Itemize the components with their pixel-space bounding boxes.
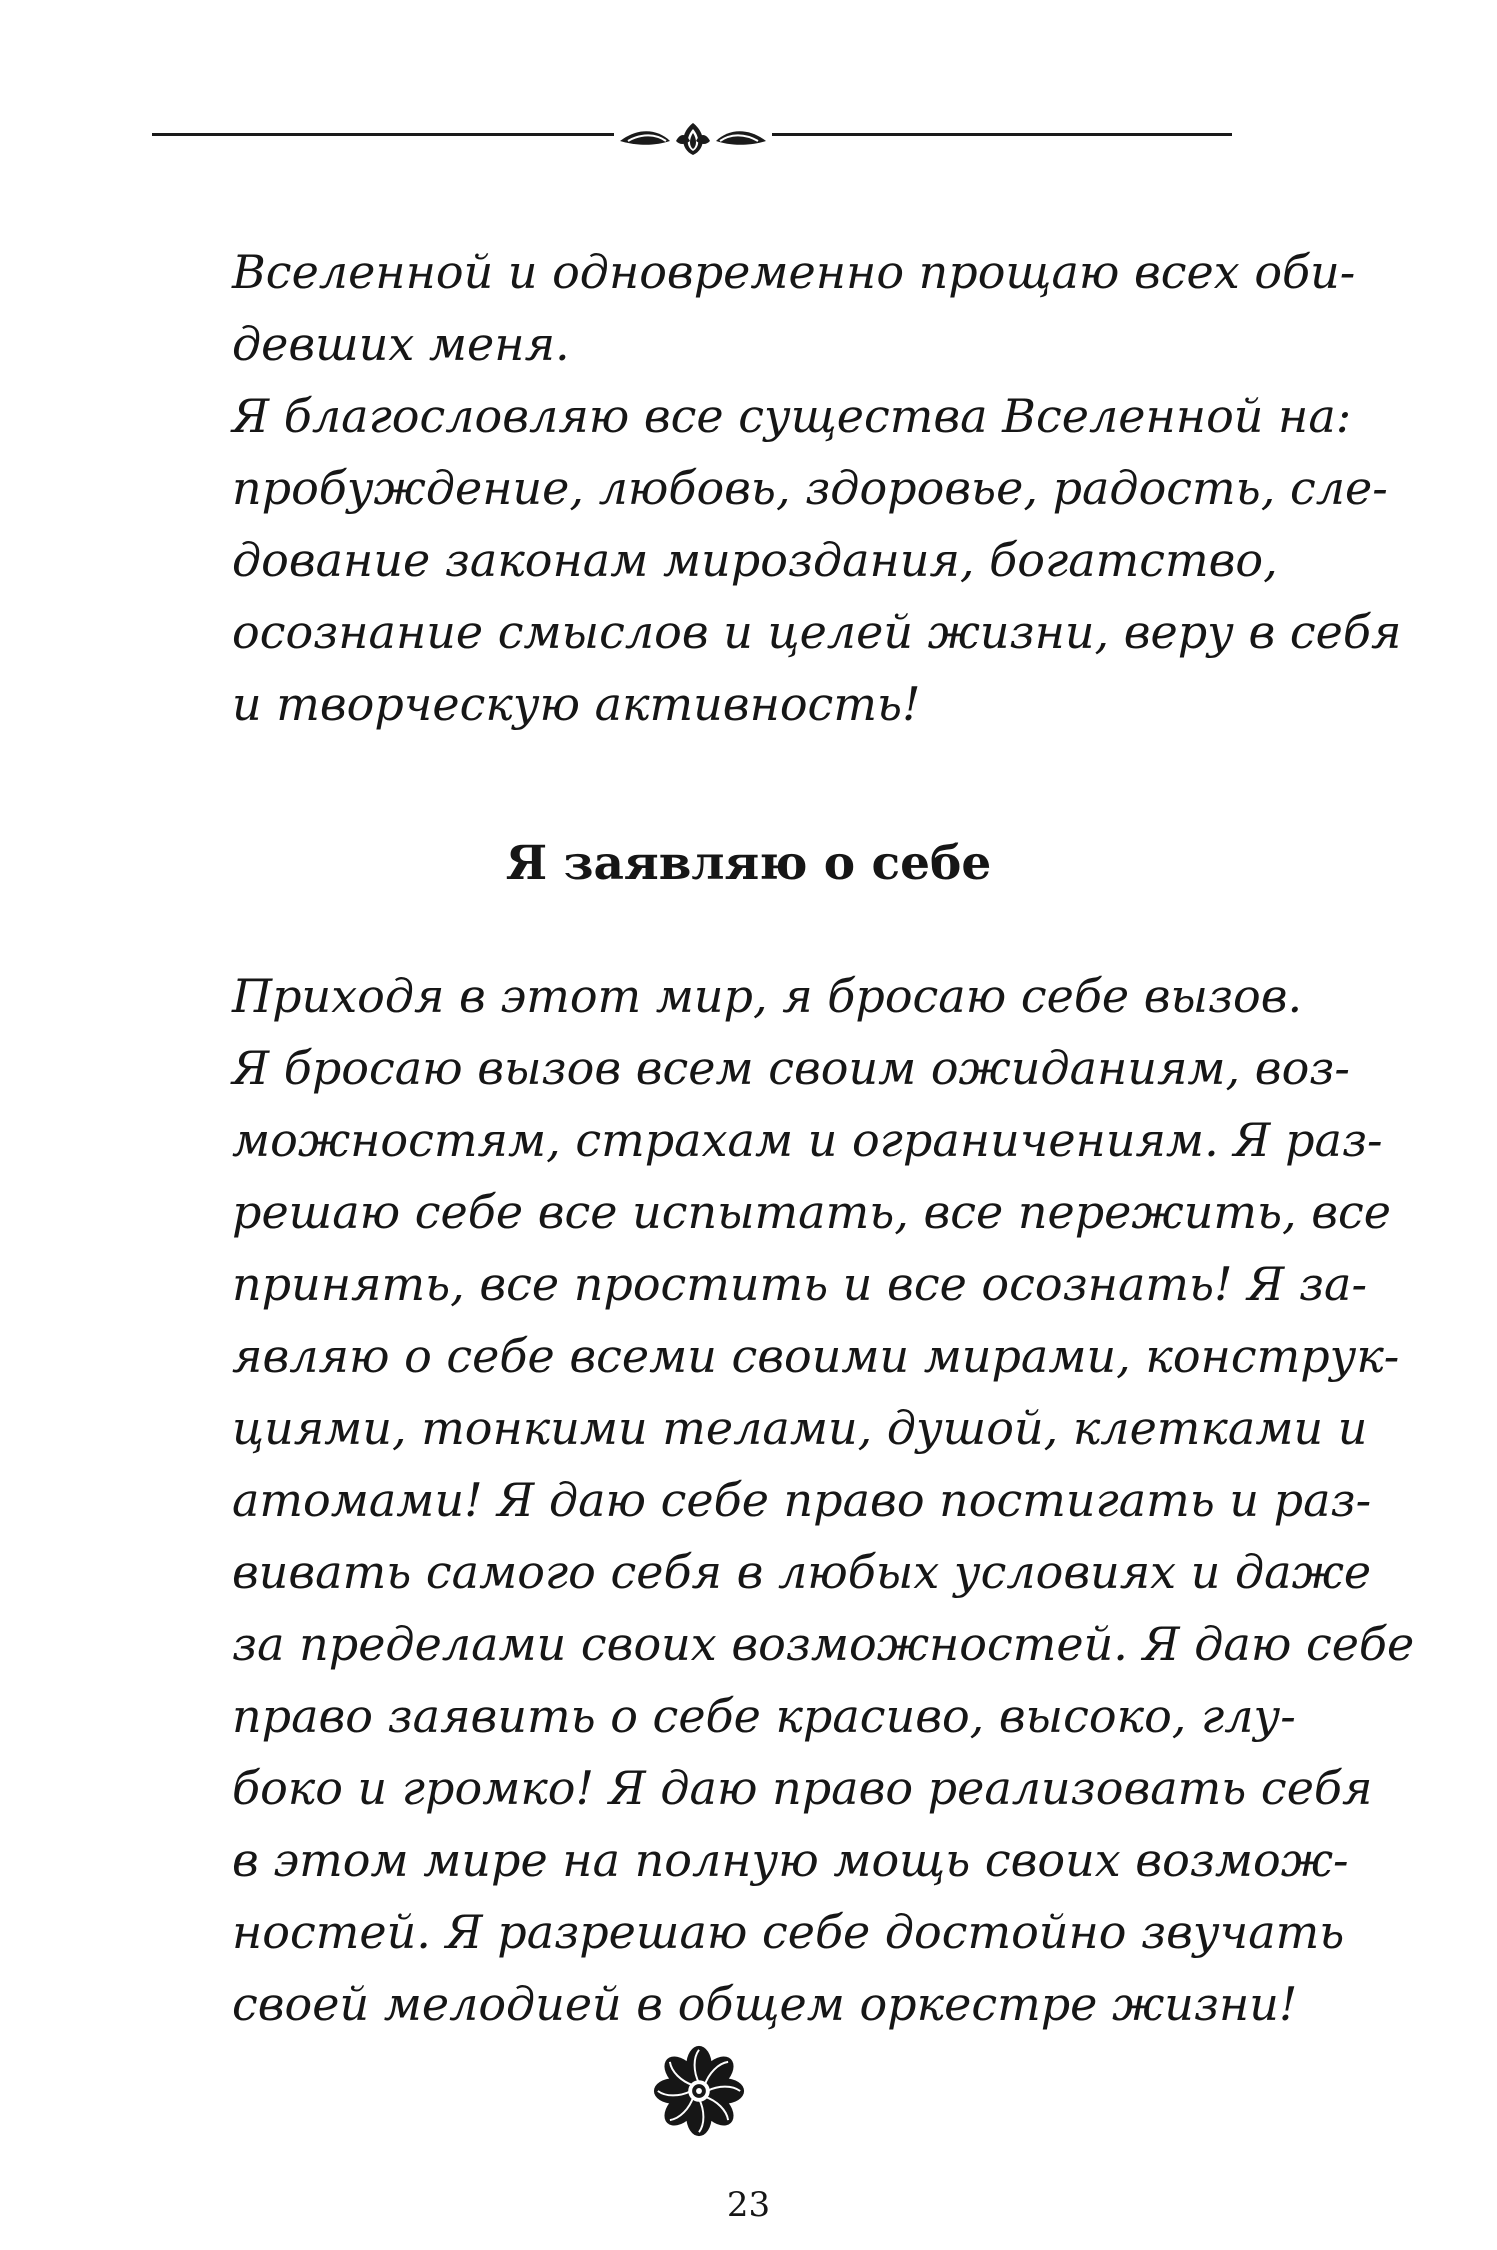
text-line: Вселенной и одновременно прощаю всех оби- [232,245,1356,299]
header-rule-right [772,133,1232,136]
text-line: в этом мире на полную мощь своих возмож- [232,1833,1349,1887]
text-line: ностей. Я разрешаю себе достойно звучать [232,1905,1345,1959]
text-line: Приходя в этот мир, я бросаю себе вызов. [232,969,1303,1023]
section-title: Я заявляю о себе [505,836,992,891]
text-line: вивать самого себя в любых условиях и даже [232,1545,1372,1599]
text-line: атомами! Я даю себе право постигать и раз- [232,1473,1372,1527]
text-line: девших меня. [232,317,570,371]
text-line: Я бросаю вызов всем своим ожиданиям, воз- [232,1041,1350,1095]
text-line: циями, тонкими телами, душой, клетками и [232,1401,1368,1455]
page-number: 23 [726,2185,771,2225]
flower-ornament-icon [650,2042,748,2140]
text-line: являю о себе всеми своими мирами, конструк- [232,1329,1400,1383]
text-line: дование законам мироздания, богатство, [232,533,1278,587]
paragraph-continuation [232,236,1402,740]
text-line: за пределами своих возможностей. Я даю себе [232,1617,1415,1671]
header-rule-left [152,133,614,136]
text-line: и творческую активность! [232,677,921,731]
section-paragraph [232,960,1415,2040]
text-line: право заявить о себе красиво, высоко, глу- [232,1689,1296,1743]
text-line: принять, все простить и все осознать! Я за- [232,1257,1367,1311]
text-line: осознание смыслов и целей жизни, веру в себя [232,605,1402,659]
text-line: своей мелодией в общем оркестре жизни! [232,1977,1298,2031]
text-line: пробуждение, любовь, здоровье, радость, сле- [232,461,1388,515]
text-line: боко и громко! Я даю право реализовать себя [232,1761,1373,1815]
text-line: Я благословляю все существа Вселенной на: [232,389,1352,443]
leaf-ornament-icon [618,119,768,159]
text-line: можностям, страхам и ограничениям. Я раз- [232,1113,1383,1167]
text-line: решаю себе все испытать, все пережить, все [232,1185,1391,1239]
